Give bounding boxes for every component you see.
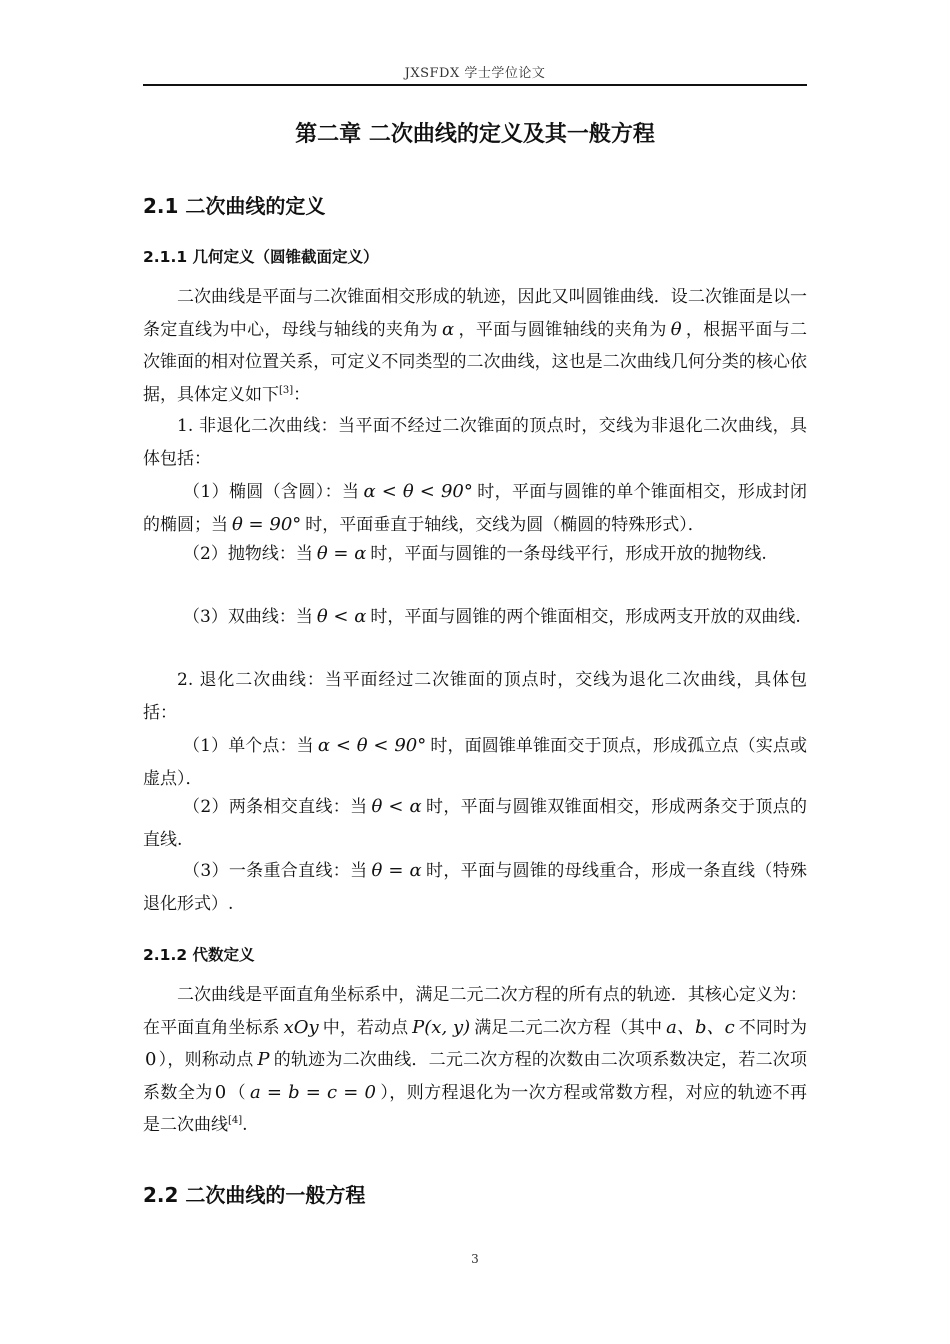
section-2-1-heading: 2.1 二次曲线的定义 [143, 194, 326, 218]
text-run: . [242, 1115, 248, 1135]
text-run: 满足二元二次方程（其中 [474, 1017, 663, 1038]
text-run: 不同时为 [738, 1017, 808, 1038]
citation: [4] [228, 1115, 243, 1126]
coincident-line-item [143, 855, 807, 920]
geometric-definition-paragraph [143, 281, 807, 411]
text-run: （1）单个点：当 [183, 736, 314, 756]
hyperbola-item [143, 601, 807, 634]
running-header: JXSFDX 学士学位论文 [404, 66, 546, 81]
text-run: （3）一条重合直线：当 [183, 861, 368, 881]
text-run: 二次曲线是平面与二次锥面相交形成的轨迹，因此又叫圆锥曲线．设二次锥面是以一条定直线为中心，母线与轴线的夹角为 [143, 287, 807, 340]
math-point-p: P(x, y) [412, 1016, 471, 1038]
text-run: （2）两条相交直线：当 [183, 797, 368, 817]
math-coefficients: a、b、c [666, 1016, 735, 1038]
header-rule [143, 84, 807, 86]
text-run: （2）抛物线：当 [183, 544, 313, 564]
nondegenerate-intro [143, 410, 807, 475]
ellipse-item [143, 476, 807, 541]
text-run: 中，若动点 [322, 1017, 409, 1038]
math-theta: θ [670, 318, 682, 340]
math-zero: 0 [145, 1049, 157, 1070]
math-all-zero: a = b = c = 0 [250, 1081, 376, 1103]
math-condition: θ = α [371, 860, 422, 881]
text-run: 二次曲线是平面直角坐标系中，满足二元二次方程的所有点的轨迹．其核心定义为：在平面直角坐标系 [143, 985, 807, 1038]
math-condition: θ = 90° [232, 513, 302, 535]
math-xoy: xOy [283, 1016, 319, 1038]
math-zero: 0 [214, 1081, 227, 1103]
text-run: （1）椭圆（含圆）：当 [183, 482, 360, 502]
section-2-2-heading: 2.2 二次曲线的一般方程 [143, 1183, 366, 1207]
text-run: ： [293, 384, 311, 405]
text-run: ，平面与圆锥轴线的夹角为 [458, 319, 667, 340]
text-run: 时，面圆锥单锥面交于顶点，形成孤立点（实点或虚点）． [143, 736, 807, 789]
text-run: 时，平面与圆锥的母线重合，形成一条直线（特殊退化形式）. [143, 861, 807, 914]
text-run: （3）双曲线：当 [183, 607, 313, 627]
degenerate-intro [143, 664, 807, 729]
math-condition: α < θ < 90° [317, 735, 427, 756]
intersecting-lines-item [143, 791, 807, 856]
text-run: 时，平面垂直于轴线，交线为圆（椭圆的特殊形式）． [305, 514, 705, 535]
section-2-1-1-heading: 2.1.1 几何定义（圆锥截面定义） [143, 248, 379, 266]
single-point-item [143, 730, 807, 795]
text-run: ，根据平面与二次锥面的相对位置关系，可定义不同类型的二次曲线，这也是二次曲线几何分类的核心依据，具体定义如下 [143, 319, 808, 405]
parabola-item [143, 538, 807, 571]
text-run: （ [228, 1082, 247, 1103]
citation: [3] [279, 384, 294, 396]
text-run: ），则方程退化为一次方程或常数方程，对应的轨迹不再是二次曲线 [143, 1082, 808, 1135]
section-2-1-2-heading: 2.1.2 代数定义 [143, 946, 255, 964]
chapter-title: 第二章 二次曲线的定义及其一般方程 [295, 122, 655, 147]
list-item: 2. 退化二次曲线：当平面经过二次锥面的顶点时，交线为退化二次曲线，具体包括： [143, 670, 807, 723]
text-run: 时，平面与圆锥的两个锥面相交，形成两支开放的双曲线. [370, 607, 801, 627]
math-alpha: α [441, 318, 455, 340]
math-condition: α < θ < 90° [363, 481, 473, 502]
math-condition: θ = α [316, 543, 367, 564]
math-condition: θ < α [371, 796, 422, 817]
page-number: 3 [471, 1252, 479, 1266]
text-run: 时，平面与圆锥的单个锥面相交，形成封闭的椭圆；当 [143, 482, 807, 535]
list-item: 1. 非退化二次曲线：当平面不经过二次锥面的顶点时，交线为非退化二次曲线，具体包括： [143, 416, 807, 469]
math-condition: θ < α [316, 606, 367, 627]
text-run: 的轨迹为二次曲线．二元二次方程的次数由二次项系数决定，若二次项系数全为 [143, 1050, 808, 1103]
algebraic-definition-paragraph [143, 979, 807, 1142]
math-p: P [257, 1049, 270, 1070]
text-run: ），则称动点 [158, 1050, 254, 1070]
text-run: 时，平面与圆锥的一条母线平行，形成开放的抛物线. [370, 544, 767, 564]
text-run: 时，平面与圆锥双锥面相交，形成两条交于顶点的直线. [143, 797, 807, 850]
